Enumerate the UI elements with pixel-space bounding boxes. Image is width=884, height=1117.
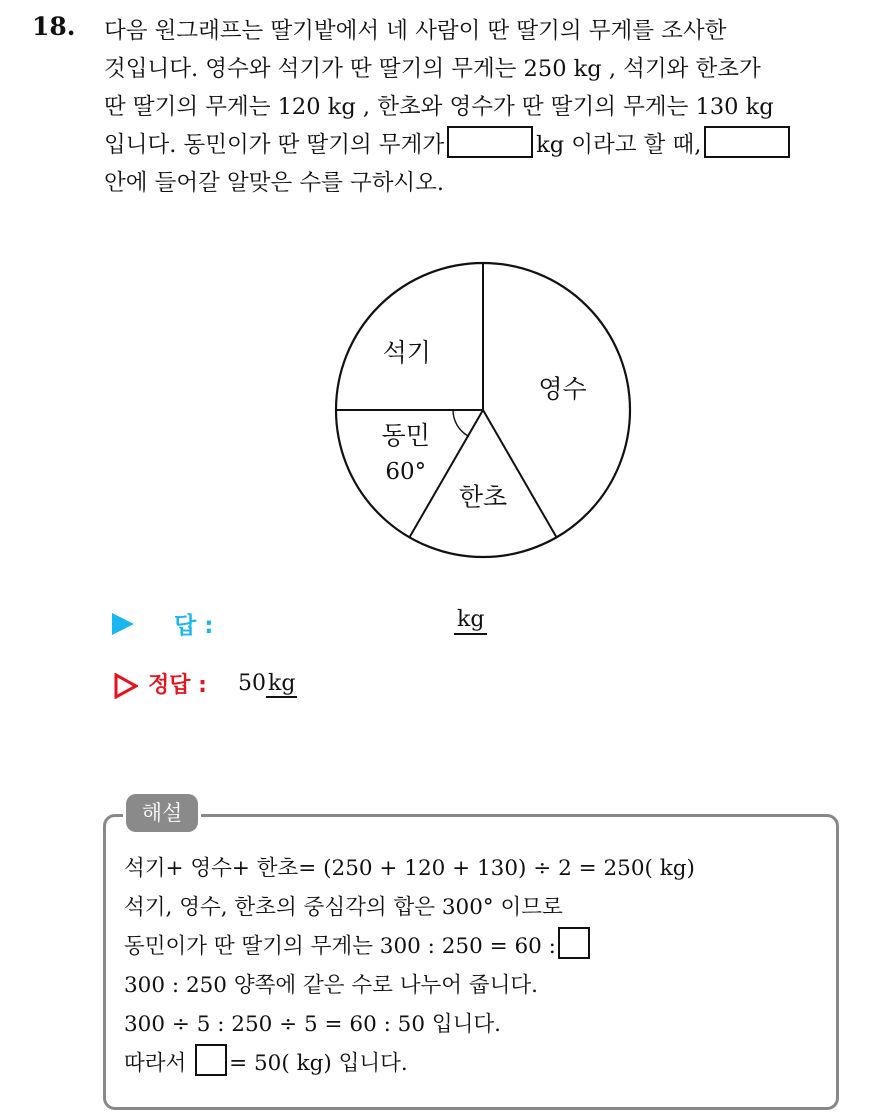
blank-box-small bbox=[195, 1044, 227, 1076]
explanation-line bbox=[124, 927, 834, 966]
explanation-tab: 해설 bbox=[126, 794, 198, 832]
question-line: 다음 원그래프는 딸기밭에서 네 사람이 딴 딸기의 무게를 조사한 bbox=[104, 18, 727, 44]
correct-answer-row bbox=[108, 666, 508, 706]
question-number: 18. bbox=[32, 12, 76, 41]
question-line: 안에 들어갈 알맞은 수를 구하시오. bbox=[104, 170, 445, 196]
answer-row bbox=[108, 605, 608, 645]
question-line bbox=[104, 126, 864, 164]
explanation-text bbox=[124, 849, 834, 1083]
answer-blank-box bbox=[447, 126, 533, 158]
correct-answer-label: 정답 : bbox=[148, 673, 207, 698]
pie-slice-label: 영수 bbox=[538, 374, 587, 404]
question-line: 것입니다. 영수와 석기가 딴 딸기의 무게는 250 kg , 석기와 한초가 bbox=[104, 56, 761, 82]
blank-box-small bbox=[558, 927, 590, 959]
answer-blank-box bbox=[704, 126, 790, 158]
pie-angle-label: 60° bbox=[385, 459, 427, 486]
question-line: 딴 딸기의 무게는 120 kg , 한초와 영수가 딴 딸기의 무게는 130 kg bbox=[104, 94, 774, 120]
explanation-line-part: 따라서 bbox=[124, 1051, 187, 1076]
play-arrow-icon bbox=[112, 613, 134, 635]
pie-chart bbox=[300, 260, 650, 570]
question-line-part: kg 이라고 할 때, bbox=[536, 132, 702, 158]
explanation-line: 300 ÷ 5 : 250 ÷ 5 = 60 : 50 입니다. bbox=[124, 1012, 501, 1037]
explanation-line: 석기+ 영수+ 한초= (250 + 120 + 130) ÷ 2 = 250( kg) bbox=[124, 856, 695, 881]
explanation-line: 석기, 영수, 한초의 중심각의 합은 300° 이므로 bbox=[124, 895, 563, 920]
pie-slice-label: 동민 bbox=[381, 421, 430, 451]
explanation-line-part: 동민이가 딴 딸기의 무게는 300 : 250 = 60 : bbox=[124, 934, 556, 959]
question-text bbox=[104, 12, 864, 202]
question-line-part: 입니다. 동민이가 딴 딸기의 무게가 bbox=[104, 132, 445, 158]
correct-answer-number: 50 bbox=[238, 671, 266, 696]
pie-chart-svg bbox=[300, 260, 650, 570]
pie-slice-label: 한초 bbox=[458, 482, 508, 512]
explanation-line-part: = 50( kg) 입니다. bbox=[229, 1051, 408, 1076]
correct-answer-unit: kg bbox=[268, 671, 296, 696]
correct-answer-value bbox=[238, 671, 297, 696]
triangle-outline-icon bbox=[114, 673, 138, 699]
explanation-line: 300 : 250 양쪽에 같은 수로 나누어 줍니다. bbox=[124, 973, 538, 998]
pie-slice-label: 석기 bbox=[382, 337, 431, 367]
answer-unit: kg bbox=[454, 607, 487, 635]
answer-label: 답 : bbox=[174, 613, 214, 639]
explanation-line bbox=[124, 1044, 834, 1083]
